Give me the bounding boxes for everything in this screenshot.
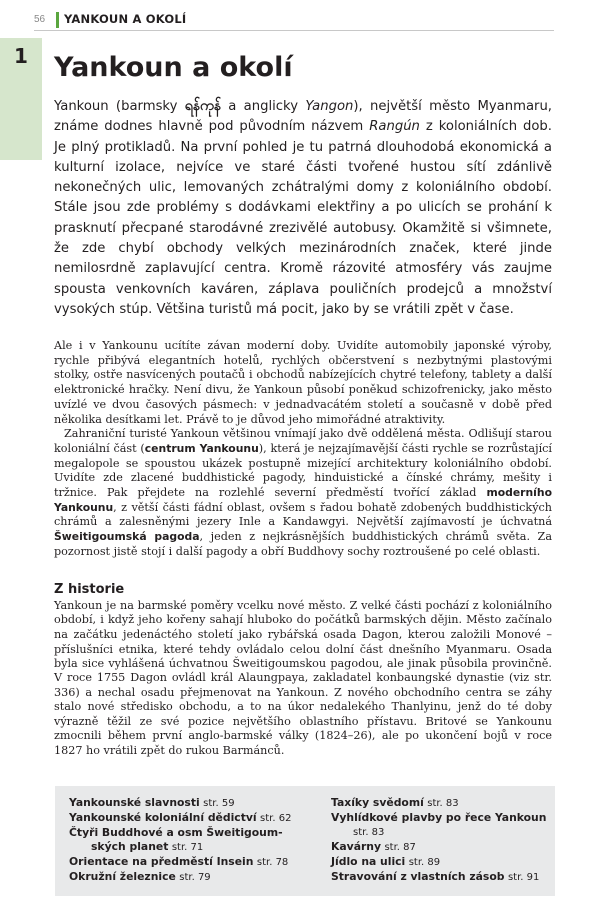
cross-reference-right-column [331,796,547,886]
body-paragraph-1: Ale i v Yankounu ucítíte závan moderní doby. Uvidíte automobily japonské výroby, rychle přibývá elegantních hotelů, rychlých občerstvení s nezbytnými plastovými stolky, ostře nasvícených poutačů i obchodů nabízejících chytré telefony, tablety a další elektronické hračky. Není divu, že Yankoun působí poněkud schizofrenicky, jako město uvízlé ve dvou časových pásmech: v jednadvacátém století a současně v době před několika desítkami let. Právě to je důvod jeho mimořádné atraktivity. [54,339,552,426]
cross-reference-left-column [69,796,297,886]
body-paragraph-2: Zahraniční turisté Yankoun většinou vnímají jako dvě oddělená města. Odlišují starou koloniální část (centrum Yankounu), která je nejzajímavější části rychle se rozrůstající megalopole se spoustou ukázek postupně mizející architektury koloniálního období. Uvidíte zde zlacené buddhistické pagody, hinduistické a čínské chrámy, mešity i tržnice. Pak přejdete na rozlehlé severní předměstí tvořící základ moderního Yankounu, z větší části fádní oblast, ovšem s řadou bohatě zdobených buddhistických chrámů a zalesněnými jezery Inle a Kandawgyi. Největší zajímavostí je úchvatná Šweitigoumská pagoda, jeden z nejkrásnějších buddhistických chrámů světa. Za pozornost jistě stojí i další pagody a obří Buddhovy sochy roztroušené po celé oblasti. [54,427,552,558]
list-item: Čtyři Buddhové a osm Šweitigoum- ských planet str. 71 [69,826,283,854]
list-item: Taxíky svědomí str. 83 [331,796,459,809]
list-item: Vyhlídkové plavby po řece Yankoun str. 83 [331,811,547,839]
cross-reference-box [55,786,555,896]
list-item: Yankounské slavnosti str. 59 [69,796,235,809]
intro-paragraph: Yankoun (barmsky ရန်ကုန် a anglicky Yangon), největší město Myanmaru, známe dodnes hlavně pod původním názvem Rangún z koloniálních dob. Je plný protikladů. Na první pohled je tu patrná dlouhodobá ekonomická a kulturní izolace, nejvíce ve staré části tvořené hustou sítí zdánlivě nekonečných ulic, lemovaných zchátralými domy z koloniálního období. Stále jsou zde problémy s dodávkami elektřiny a po ulicích se prohání k prasknutí přecpané starodávné zrezivělé autobusy. Okamžitě si všimnete, že zde chybí obchody velkých mezinárodních značek, které jinde nemilosrdně zaplavující centra. Kromě rázovité atmosféry vás zaujme spousta venkovních kaváren, záplava pouličních prodejců a množství vysokých stúp. Většina turistů má pocit, jako by se vrátili zpět v čase. [54,98,553,317]
header-divider [34,30,554,31]
list-item: Yankounské koloniální dědictví str. 62 [69,811,292,825]
burmese-name: ရန်ကုန် [184,98,221,114]
running-title: YANKOUN A OKOLÍ [64,12,187,26]
list-item: Orientace na předměstí Insein str. 78 [69,855,289,869]
body-text [54,339,552,560]
list-item: Okružní železnice str. 79 [69,870,211,884]
list-item: Stravování z vlastních zásob str. 91 [331,870,540,884]
chapter-number: 1 [14,44,28,68]
history-heading: Z historie [54,582,125,597]
page-title: Yankoun a okolí [54,52,293,83]
header-accent-bar [56,12,59,28]
history-paragraph: Yankoun je na barmské poměry vcelku nové město. Z velké části pochází z koloniálního období, i když jeho kořeny sahají hluboko do počátků barmských dějin. Město začínalo na začátku jedenáctého století jako rybářská osada Dagon, kterou založili Monové – příslušníci etnika, které tehdy ovládalo celou dolní část dnešního Myanmaru. Osada byla sice vyhlášená úchvatnou Šweitigoumskou pagodou, ale jinak působila provinčně. V roce 1755 Dagon ovládl král Alaungpaya, zakladatel konbaungské dynastie (viz str. 336) a nechal osadu přejmenovat na Yankoun. Z nového obchodního centra se záhy stalo nové středisko obchodu, a to na úkor nedalekého Thanlyinu, jenž do té doby výrazně těžil ze své pozice největšího oblastního přístavu. Britové se Yankounu zmocnili během první anglo-barmské války (1824–26), ale po ukončení bojů v roce 1827 ho vrátili zpět do rukou Barmánců. [54,599,553,757]
list-item: Kavárny str. 87 [331,840,416,854]
page-number: 56 [34,14,46,25]
list-item: Jídlo na ulici str. 89 [331,855,441,869]
